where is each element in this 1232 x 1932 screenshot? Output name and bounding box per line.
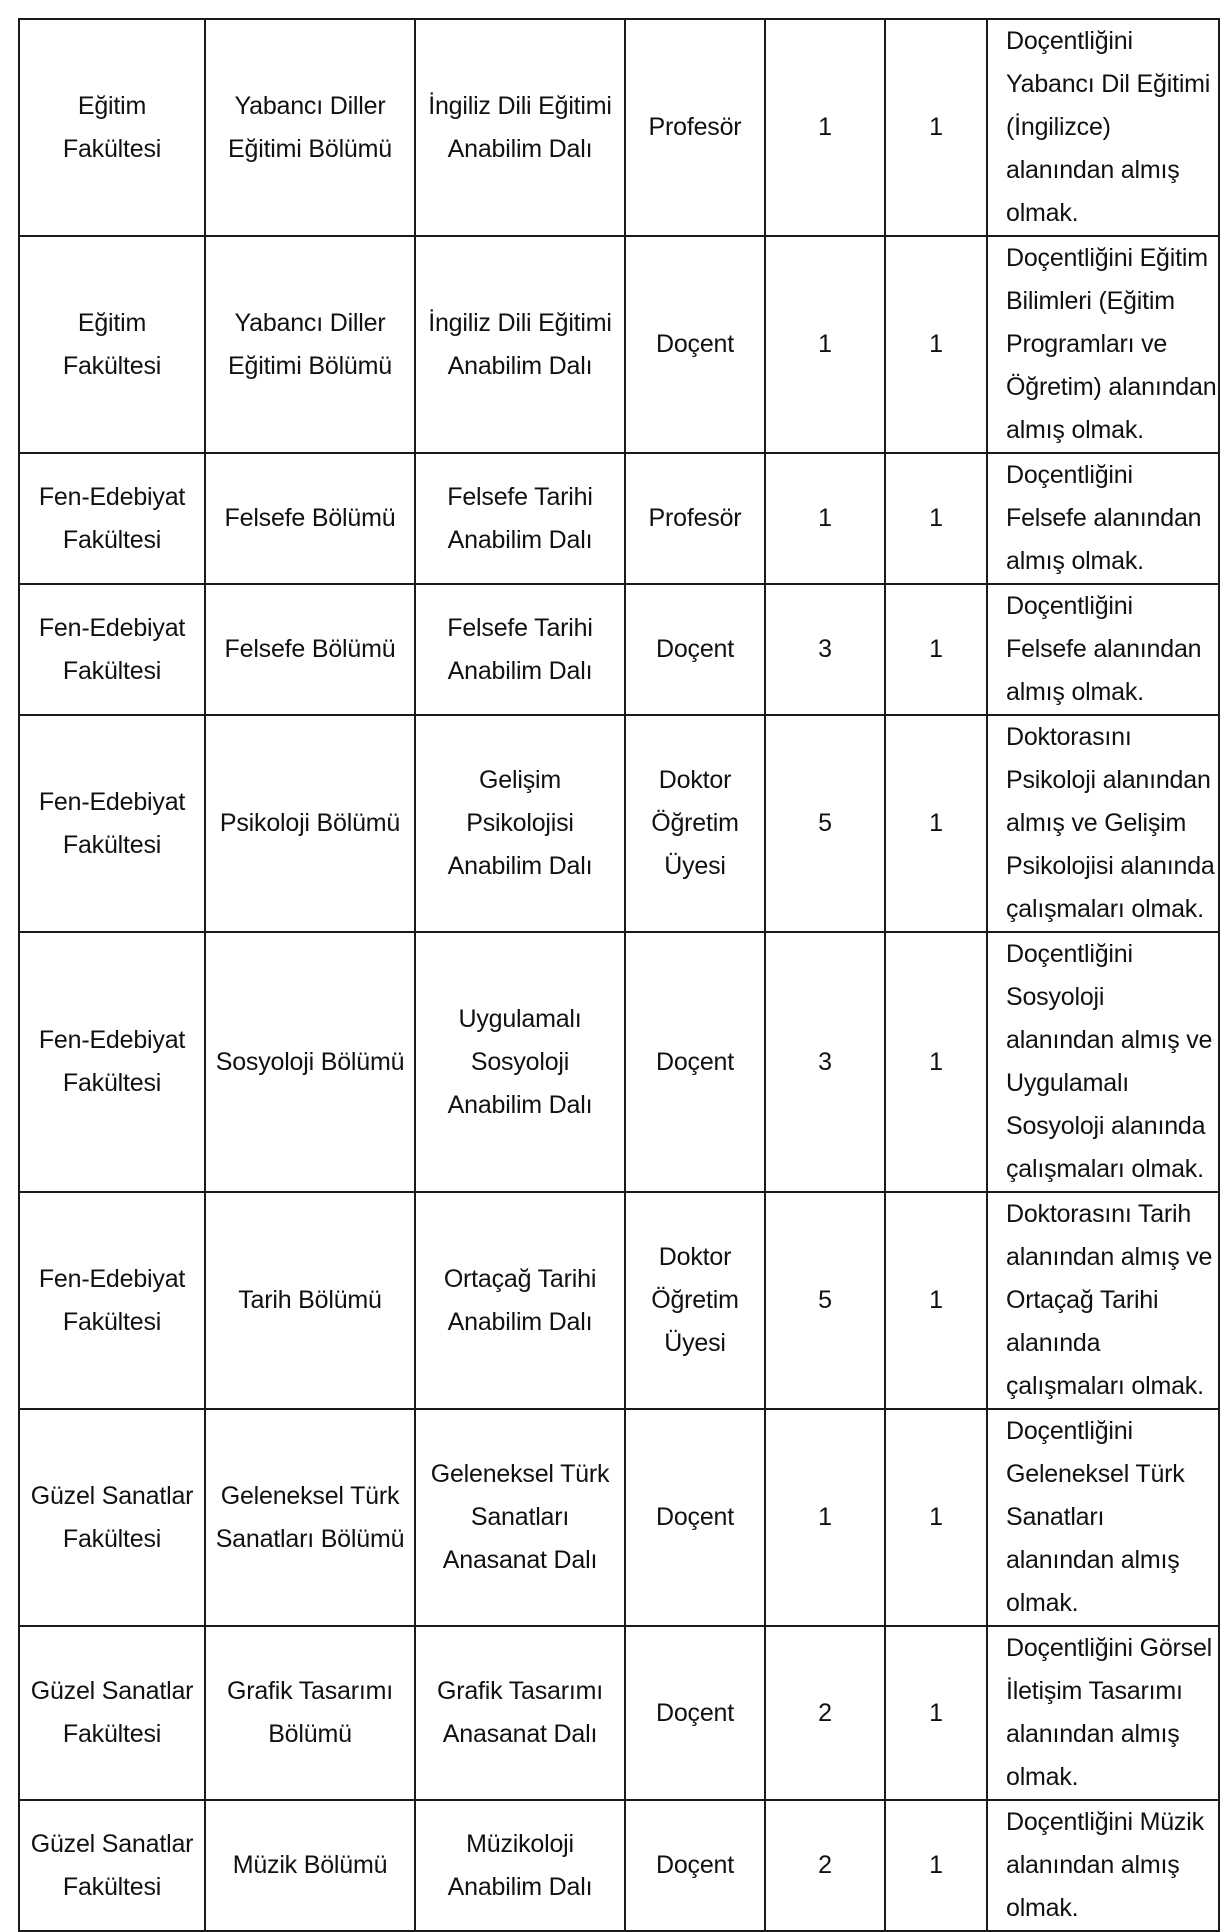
requirement-line: alanında bbox=[1006, 1329, 1101, 1357]
division-line: Anabilim Dalı bbox=[447, 525, 593, 554]
title-cell bbox=[625, 236, 765, 453]
faculty-cell bbox=[19, 1192, 205, 1409]
department-cell bbox=[205, 1800, 415, 1931]
faculty-cell bbox=[19, 932, 205, 1192]
requirement-cell bbox=[987, 453, 1219, 584]
faculty-line: Fakültesi bbox=[62, 830, 162, 859]
requirement-line: Doçentliğini bbox=[1006, 940, 1133, 968]
title-line: Profesör bbox=[648, 504, 742, 532]
quota-cell: 1 bbox=[885, 236, 987, 453]
department-line: Eğitimi Bölümü bbox=[228, 134, 392, 163]
table-row bbox=[19, 932, 1219, 1192]
department-line: Psikoloji Bölümü bbox=[219, 809, 401, 837]
table-row bbox=[19, 1409, 1219, 1626]
title-line: Öğretim bbox=[651, 809, 739, 837]
title-line: Doçent bbox=[655, 1698, 734, 1727]
department-line: Grafik Tasarımı bbox=[226, 1677, 394, 1705]
title-cell bbox=[625, 1626, 765, 1800]
requirement-line: almış olmak. bbox=[1006, 416, 1144, 444]
requirement-line: alanından almış bbox=[1006, 156, 1180, 184]
department-cell bbox=[205, 236, 415, 453]
requirement-line: çalışmaları olmak. bbox=[1006, 895, 1204, 923]
requirement-line: Doçentliğini Eğitim bbox=[1006, 244, 1208, 272]
department-line: Geleneksel Türk bbox=[220, 1481, 400, 1510]
department-line: Felsefe Bölümü bbox=[224, 635, 396, 663]
division-line: Anabilim Dalı bbox=[447, 1090, 593, 1119]
division-line: Ortaçağ Tarihi bbox=[443, 1264, 597, 1293]
requirement-cell bbox=[987, 932, 1219, 1192]
department-line: Yabancı Diller bbox=[234, 308, 386, 337]
title-cell bbox=[625, 932, 765, 1192]
requirement-line: Öğretim) alanından bbox=[1006, 373, 1217, 401]
count-cell: 5 bbox=[765, 715, 885, 932]
count-cell: 2 bbox=[765, 1626, 885, 1800]
quota-cell: 1 bbox=[885, 1626, 987, 1800]
division-cell bbox=[415, 1626, 625, 1800]
department-line: Sosyoloji Bölümü bbox=[215, 1047, 405, 1076]
division-line: Geleneksel Türk bbox=[430, 1460, 610, 1488]
quota-cell: 1 bbox=[885, 453, 987, 584]
requirement-line: Felsefe alanından bbox=[1006, 504, 1202, 532]
requirement-cell bbox=[987, 584, 1219, 715]
quota-cell: 1 bbox=[885, 1800, 987, 1931]
requirement-line: İletişim Tasarımı bbox=[1006, 1677, 1183, 1705]
division-line: Gelişim bbox=[479, 766, 561, 794]
faculty-line: Güzel Sanatlar bbox=[30, 1481, 194, 1510]
requirement-line: Psikolojisi alanında bbox=[1006, 852, 1215, 880]
department-line: Eğitimi Bölümü bbox=[228, 351, 392, 380]
count-cell: 3 bbox=[765, 584, 885, 715]
department-cell bbox=[205, 1192, 415, 1409]
division-cell bbox=[415, 1800, 625, 1931]
requirement-line: (İngilizce) bbox=[1006, 113, 1111, 141]
division-line: Felsefe Tarihi bbox=[447, 613, 593, 642]
faculty-line: Fakültesi bbox=[62, 656, 162, 685]
faculty-cell bbox=[19, 1409, 205, 1626]
requirement-line: Doçentliğini bbox=[1006, 592, 1133, 620]
quota-cell: 1 bbox=[885, 715, 987, 932]
title-line: Doktor bbox=[658, 1243, 732, 1271]
table-body bbox=[19, 19, 1219, 1931]
title-line: Doçent bbox=[655, 330, 734, 358]
division-line: İngiliz Dili Eğitimi bbox=[428, 91, 612, 120]
requirement-line: Doçentliğini bbox=[1006, 27, 1133, 55]
department-line: Sanatları Bölümü bbox=[215, 1524, 405, 1553]
requirement-line: alanından almış bbox=[1006, 1720, 1180, 1748]
faculty-line: Güzel Sanatlar bbox=[30, 1829, 194, 1858]
faculty-line: Fakültesi bbox=[62, 134, 162, 163]
title-cell bbox=[625, 1409, 765, 1626]
table-row bbox=[19, 1800, 1219, 1931]
division-cell bbox=[415, 453, 625, 584]
faculty-line: Fakültesi bbox=[62, 525, 162, 554]
table-row bbox=[19, 1626, 1219, 1800]
division-line: Anabilim Dalı bbox=[447, 351, 593, 380]
requirement-cell bbox=[987, 1800, 1219, 1931]
division-cell bbox=[415, 19, 625, 236]
requirement-line: Sosyoloji bbox=[1006, 983, 1105, 1011]
count-cell: 2 bbox=[765, 1800, 885, 1931]
faculty-cell bbox=[19, 1626, 205, 1800]
table-row bbox=[19, 19, 1219, 236]
requirement-line: alanından almış bbox=[1006, 1851, 1180, 1879]
faculty-line: Fakültesi bbox=[62, 1720, 162, 1748]
requirement-line: çalışmaları olmak. bbox=[1006, 1155, 1204, 1183]
table-row bbox=[19, 453, 1219, 584]
requirement-line: alanından almış bbox=[1006, 1546, 1180, 1574]
department-line: Felsefe Bölümü bbox=[224, 504, 396, 532]
department-line: Yabancı Diller bbox=[234, 91, 386, 120]
requirement-line: Bilimleri (Eğitim bbox=[1006, 287, 1175, 315]
division-line: Felsefe Tarihi bbox=[447, 482, 593, 511]
title-cell bbox=[625, 1192, 765, 1409]
title-line: Doktor bbox=[658, 766, 732, 794]
requirement-line: olmak. bbox=[1006, 199, 1079, 227]
count-cell: 1 bbox=[765, 453, 885, 584]
requirement-line: olmak. bbox=[1006, 1894, 1079, 1922]
requirement-line: Doktorasını Tarih bbox=[1006, 1200, 1192, 1228]
requirement-line: Doçentliğini Görsel bbox=[1006, 1634, 1213, 1662]
faculty-cell bbox=[19, 1800, 205, 1931]
faculty-line: Fakültesi bbox=[62, 351, 162, 380]
faculty-line: Fen-Edebiyat bbox=[38, 787, 186, 816]
division-line: Anabilim Dalı bbox=[447, 134, 593, 163]
faculty-line: Fen-Edebiyat bbox=[38, 482, 186, 511]
requirement-line: Psikoloji alanından bbox=[1006, 766, 1211, 794]
title-line: Doçent bbox=[655, 1047, 734, 1076]
requirement-line: olmak. bbox=[1006, 1763, 1079, 1791]
title-cell bbox=[625, 715, 765, 932]
division-cell bbox=[415, 1192, 625, 1409]
faculty-line: Eğitim bbox=[77, 91, 147, 120]
department-cell bbox=[205, 453, 415, 584]
quota-cell: 1 bbox=[885, 1192, 987, 1409]
division-line: Anabilim Dalı bbox=[447, 1307, 593, 1336]
requirement-line: çalışmaları olmak. bbox=[1006, 1372, 1204, 1400]
requirement-line: almış ve Gelişim bbox=[1006, 809, 1187, 837]
title-line: Doçent bbox=[655, 1851, 734, 1879]
title-line: Öğretim bbox=[651, 1286, 739, 1314]
requirement-line: Sosyoloji alanında bbox=[1006, 1112, 1206, 1140]
faculty-cell bbox=[19, 19, 205, 236]
count-cell: 5 bbox=[765, 1192, 885, 1409]
department-cell bbox=[205, 1626, 415, 1800]
requirement-cell bbox=[987, 19, 1219, 236]
requirement-line: alanından almış ve bbox=[1006, 1026, 1213, 1054]
faculty-cell bbox=[19, 236, 205, 453]
division-line: Uygulamalı bbox=[458, 1004, 582, 1033]
requirement-line: olmak. bbox=[1006, 1589, 1079, 1617]
requirement-line: Doktorasını bbox=[1006, 723, 1132, 751]
faculty-line: Fakültesi bbox=[62, 1069, 162, 1097]
department-cell bbox=[205, 715, 415, 932]
requirement-line: almış olmak. bbox=[1006, 678, 1144, 706]
department-cell bbox=[205, 19, 415, 236]
faculty-line: Fakültesi bbox=[62, 1307, 162, 1336]
division-line: Grafik Tasarımı bbox=[436, 1677, 604, 1705]
department-cell bbox=[205, 1409, 415, 1626]
title-line: Üyesi bbox=[664, 1329, 726, 1357]
faculty-line: Eğitim bbox=[77, 308, 147, 337]
count-cell: 1 bbox=[765, 1409, 885, 1626]
faculty-cell bbox=[19, 584, 205, 715]
division-cell bbox=[415, 584, 625, 715]
quota-cell: 1 bbox=[885, 584, 987, 715]
count-cell: 1 bbox=[765, 236, 885, 453]
division-cell bbox=[415, 1409, 625, 1626]
division-cell bbox=[415, 932, 625, 1192]
requirement-line: Doçentliğini bbox=[1006, 1417, 1133, 1445]
division-line: Anabilim Dalı bbox=[447, 852, 593, 880]
title-cell bbox=[625, 584, 765, 715]
title-cell bbox=[625, 19, 765, 236]
division-cell bbox=[415, 236, 625, 453]
table-row bbox=[19, 236, 1219, 453]
department-line: Bölümü bbox=[268, 1720, 352, 1748]
positions-table bbox=[18, 18, 1220, 1932]
department-cell bbox=[205, 932, 415, 1192]
division-line: Anabilim Dalı bbox=[447, 656, 593, 685]
department-line: Tarih Bölümü bbox=[238, 1286, 382, 1314]
requirement-line: Sanatları bbox=[1006, 1503, 1105, 1531]
table-row bbox=[19, 1192, 1219, 1409]
table-row bbox=[19, 715, 1219, 932]
faculty-cell bbox=[19, 715, 205, 932]
requirement-line: almış olmak. bbox=[1006, 547, 1144, 575]
faculty-line: Fen-Edebiyat bbox=[38, 1264, 186, 1293]
table-row bbox=[19, 584, 1219, 715]
quota-cell: 1 bbox=[885, 19, 987, 236]
title-cell bbox=[625, 453, 765, 584]
division-line: Müzikoloji bbox=[466, 1829, 574, 1858]
requirement-cell bbox=[987, 1409, 1219, 1626]
title-line: Üyesi bbox=[664, 852, 726, 880]
division-line: Psikolojisi bbox=[466, 809, 574, 837]
requirement-line: Doçentliğini bbox=[1006, 461, 1133, 489]
faculty-line: Fakültesi bbox=[62, 1872, 162, 1901]
division-line: İngiliz Dili Eğitimi bbox=[428, 308, 612, 337]
division-line: Sanatları bbox=[470, 1503, 570, 1531]
count-cell: 1 bbox=[765, 19, 885, 236]
division-cell bbox=[415, 715, 625, 932]
faculty-line: Fen-Edebiyat bbox=[38, 613, 186, 642]
requirement-cell bbox=[987, 715, 1219, 932]
requirement-cell bbox=[987, 236, 1219, 453]
division-line: Anasanat Dalı bbox=[442, 1720, 598, 1748]
requirement-line: Uygulamalı bbox=[1006, 1069, 1130, 1097]
requirement-line: alanından almış ve bbox=[1006, 1243, 1213, 1271]
requirement-line: Felsefe alanından bbox=[1006, 635, 1202, 663]
count-cell: 3 bbox=[765, 932, 885, 1192]
requirement-line: Doçentliğini Müzik bbox=[1006, 1808, 1204, 1836]
title-line: Doçent bbox=[655, 635, 734, 663]
requirement-line: Programları ve bbox=[1006, 330, 1168, 358]
title-cell bbox=[625, 1800, 765, 1931]
faculty-cell bbox=[19, 453, 205, 584]
department-cell bbox=[205, 584, 415, 715]
department-line: Müzik Bölümü bbox=[232, 1851, 388, 1879]
requirement-line: Yabancı Dil Eğitimi bbox=[1006, 70, 1211, 98]
division-line: Anabilim Dalı bbox=[447, 1872, 593, 1901]
requirement-cell bbox=[987, 1626, 1219, 1800]
faculty-line: Fen-Edebiyat bbox=[38, 1026, 186, 1054]
quota-cell: 1 bbox=[885, 1409, 987, 1626]
division-line: Sosyoloji bbox=[470, 1047, 570, 1076]
faculty-line: Fakültesi bbox=[62, 1524, 162, 1553]
title-line: Profesör bbox=[648, 113, 742, 141]
faculty-line: Güzel Sanatlar bbox=[30, 1677, 194, 1705]
requirement-cell bbox=[987, 1192, 1219, 1409]
title-line: Doçent bbox=[655, 1503, 734, 1531]
quota-cell: 1 bbox=[885, 932, 987, 1192]
division-line: Anasanat Dalı bbox=[442, 1546, 598, 1574]
requirement-line: Geleneksel Türk bbox=[1006, 1460, 1185, 1488]
requirement-line: Ortaçağ Tarihi bbox=[1006, 1286, 1159, 1314]
